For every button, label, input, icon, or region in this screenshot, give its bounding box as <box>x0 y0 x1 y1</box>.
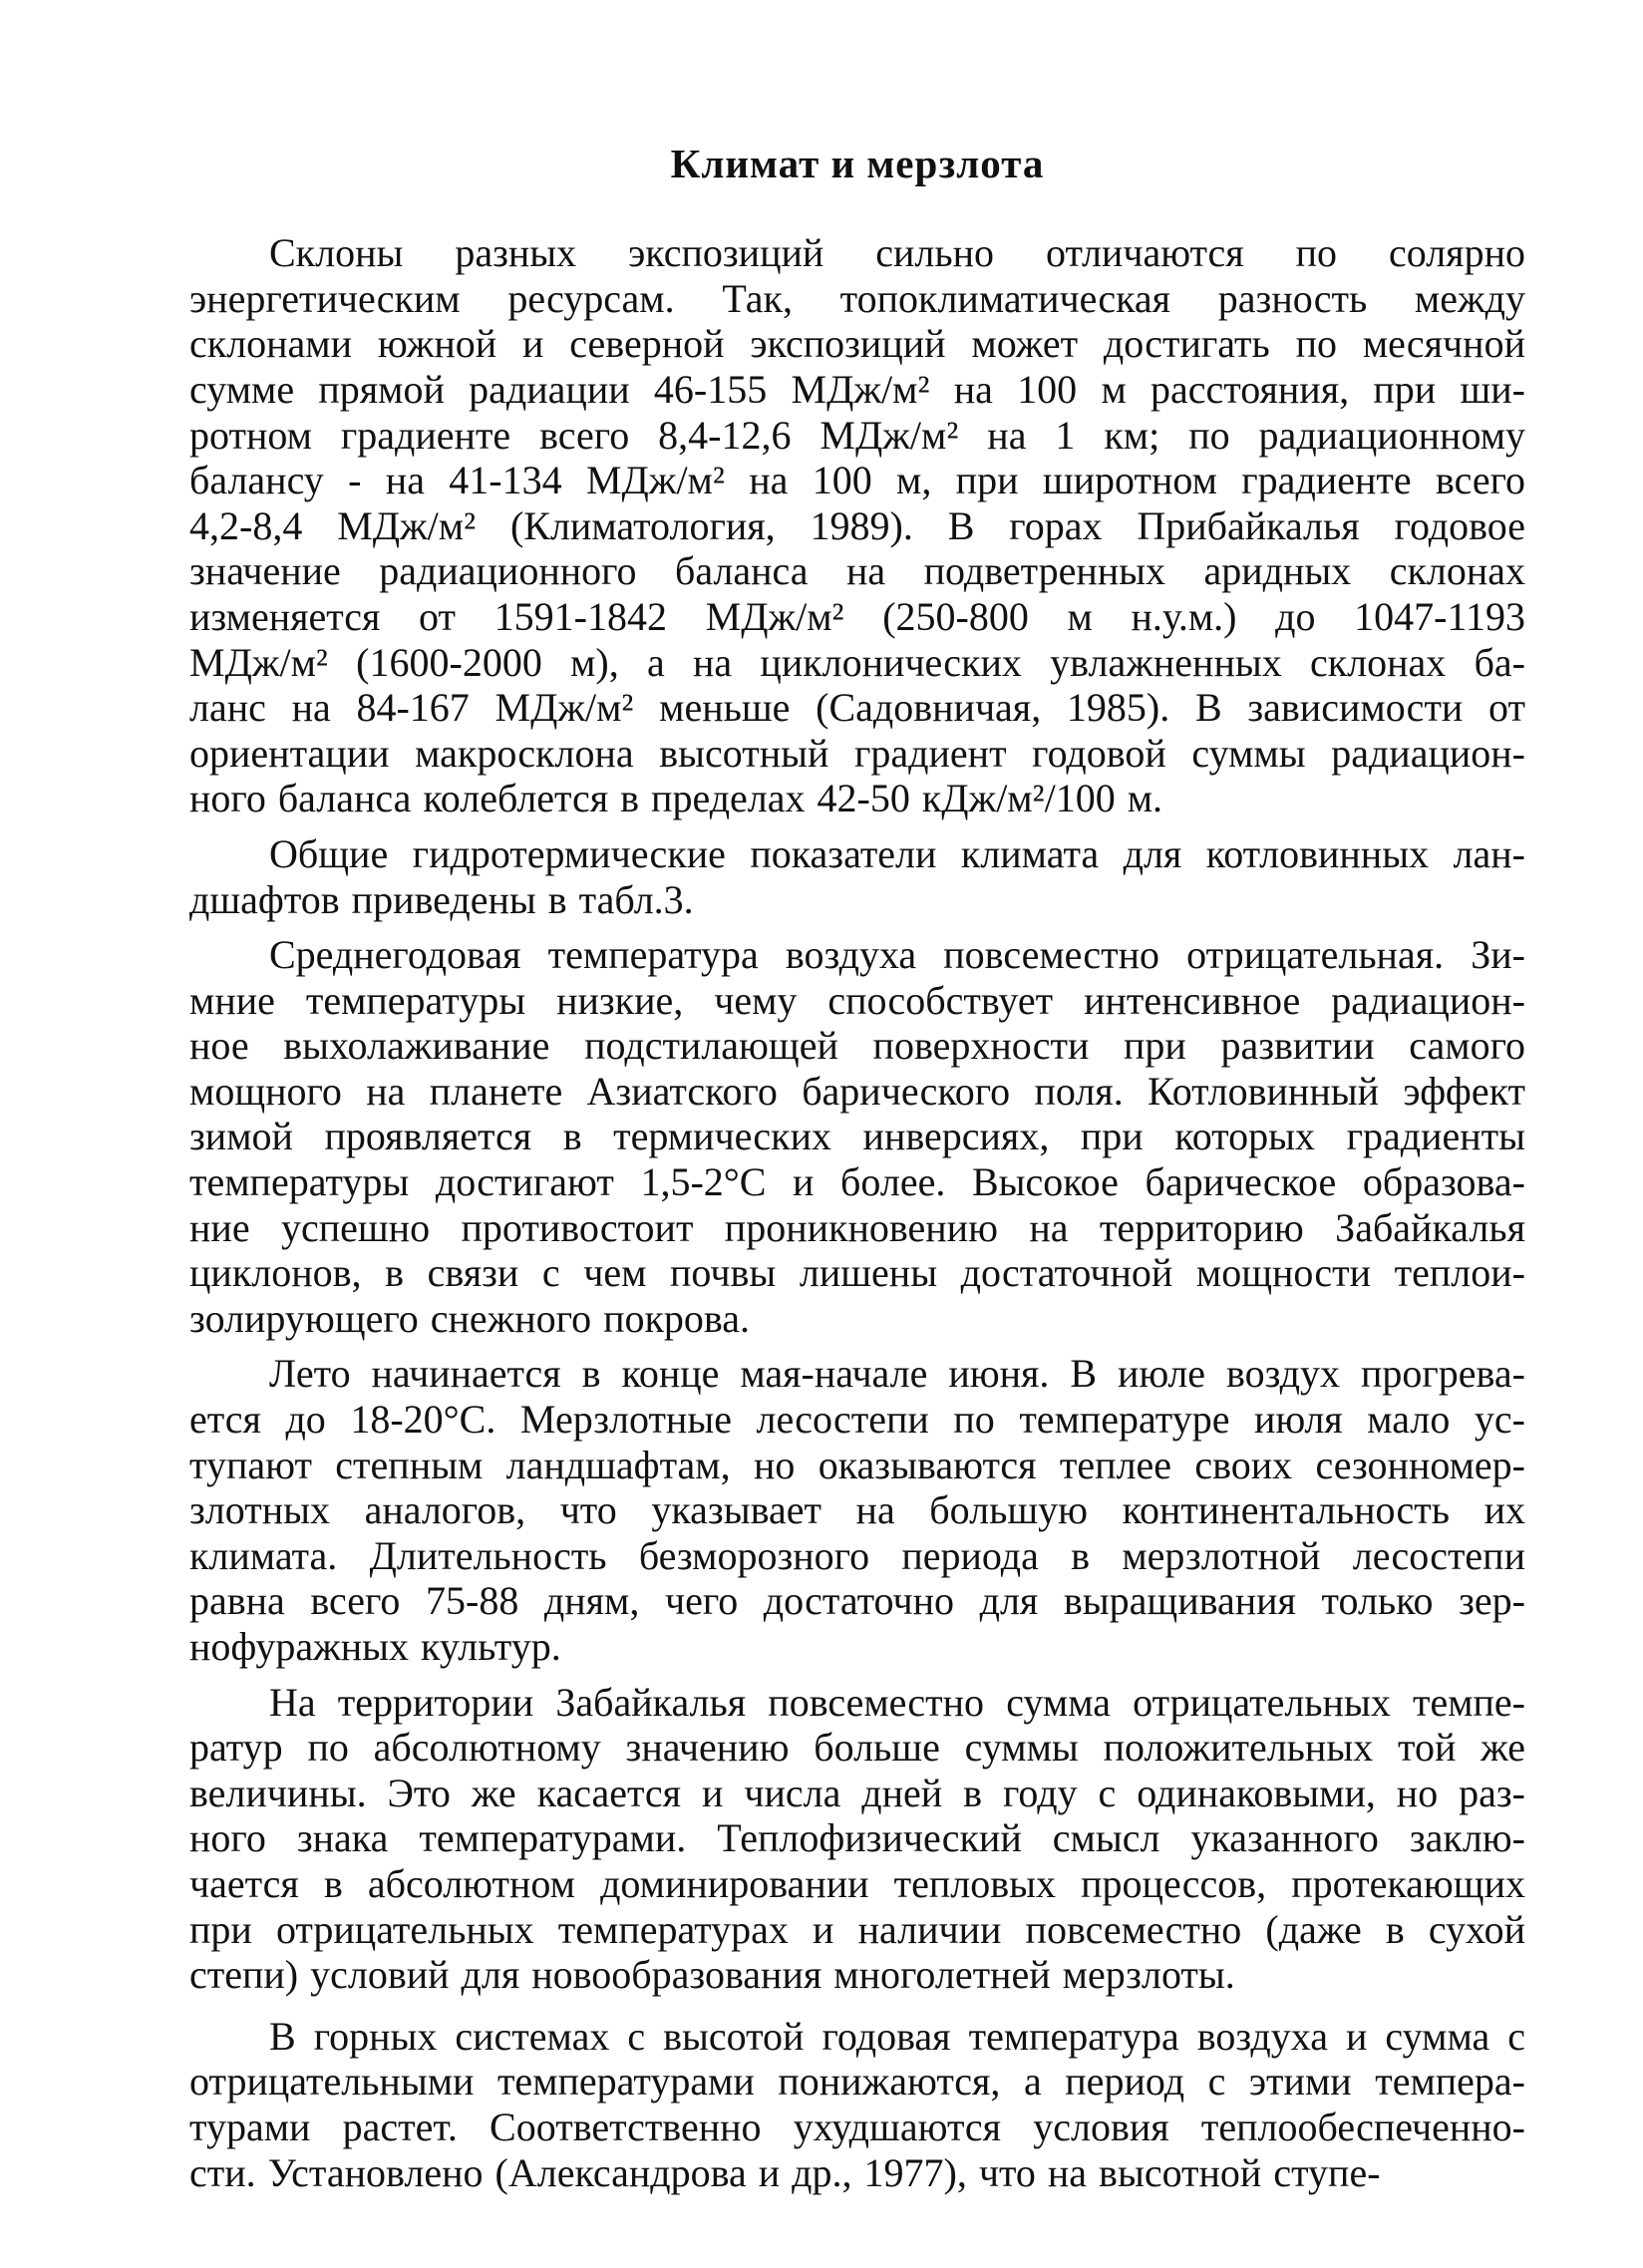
text-line: Склоны разных экспозиций сильно отличаются по солярно <box>269 230 1525 276</box>
text-line: Общие гидротермические показатели климата для котловинных лан- <box>269 830 1525 876</box>
text-line: мние температуры низкие, чему способствует интенсивное радиацион- <box>189 977 1525 1023</box>
text-line: тупают степным ландшафтам, но оказываются теплее своих сезонномер- <box>189 1442 1525 1487</box>
text-line: энергетическим ресурсам. Так, топоклиматическая разность между <box>189 275 1525 321</box>
document-page <box>189 140 1525 2195</box>
text-line: мощного на планете Азиатского барического поля. Котловинный эффект <box>189 1068 1525 1114</box>
text-line: турами растет. Соответственно ухудшаются условия теплообеспеченно- <box>189 2104 1525 2149</box>
paragraph-1 <box>189 230 1525 821</box>
text-line: золирующего снежного покрова. <box>189 1295 751 1341</box>
section-title: Климат и мерзлота <box>670 141 1045 186</box>
text-line: ориентации макросклона высотный градиент годовой суммы радиацион- <box>189 730 1525 776</box>
text-line: величины. Это же касается и числа дней в году с одинаковыми, но раз- <box>189 1770 1525 1815</box>
text-line: сумме прямой радиации 46-155 МДж/м² на 100 м расстояния, при ши- <box>189 366 1525 412</box>
paragraph-4 <box>189 1351 1525 1669</box>
paragraph-6 <box>189 2014 1525 2195</box>
text-line: нофуражных культур. <box>189 1624 561 1669</box>
text-line: МДж/м² (1600-2000 м), а на циклонических увлажненных склонах ба- <box>189 639 1525 685</box>
text-line: климата. Длительность безморозного периода в мерзлотной лесостепи <box>189 1532 1525 1578</box>
text-line: склонами южной и северной экспозиций может достигать по месячной <box>189 321 1525 367</box>
text-line: сти. Установлено (Александрова и др., 1977), что на высотной ступе- <box>189 2149 1381 2195</box>
text-line: ротном градиенте всего 8,4-12,6 МДж/м² на 1 км; по радиационному <box>189 412 1525 458</box>
text-line: изменяется от 1591-1842 МДж/м² (250-800 м н.у.м.) до 1047-1193 <box>189 593 1525 639</box>
text-line: ного знака температурами. Теплофизический смысл указанного заклю- <box>189 1815 1525 1861</box>
paragraph-3 <box>189 932 1525 1341</box>
text-line: Среднегодовая температура воздуха повсеместно отрицательная. Зи- <box>269 932 1525 978</box>
text-line: при отрицательных температурах и наличии повсеместно (даже в сухой <box>189 1906 1525 1952</box>
paragraph-5 <box>189 1680 1525 1998</box>
text-line: ного баланса колеблется в пределах 42-50 кДж/м²/100 м. <box>189 776 1163 821</box>
text-line: злотных аналогов, что указывает на большую континентальность их <box>189 1487 1525 1533</box>
text-line: ется до 18-20°С. Мерзлотные лесостепи по температуре июля мало ус- <box>189 1397 1525 1443</box>
text-line: значение радиационного баланса на подветренных аридных склонах <box>189 548 1525 594</box>
text-line: отрицательными температурами понижаются, а период с этими темпера- <box>189 2059 1525 2105</box>
text-line: равна всего 75-88 дням, чего достаточно для выращивания только зер- <box>189 1578 1525 1624</box>
text-line: ние успешно противостоит проникновению на территорию Забайкалья <box>189 1204 1525 1250</box>
text-line: ланс на 84-167 МДж/м² меньше (Садовничая, 1985). В зависимости от <box>189 685 1525 731</box>
body-text <box>189 230 1525 2195</box>
text-line: В горных системах с высотой годовая температура воздуха и сумма с <box>269 2013 1525 2059</box>
text-line: температуры достигают 1,5-2°С и более. Высокое барическое образова- <box>189 1159 1525 1205</box>
text-line: ное выхолаживание подстилающей поверхности при развитии самого <box>189 1023 1525 1069</box>
text-line: степи) условий для новообразования многолетней мерзлоты. <box>189 1952 1235 1998</box>
paragraph-2 <box>189 831 1525 922</box>
text-line: ратур по абсолютному значению больше суммы положительных той же <box>189 1725 1525 1771</box>
text-line: дшафтов приведены в табл.3. <box>189 876 694 922</box>
text-line: зимой проявляется в термических инверсиях, при которых градиенты <box>189 1114 1525 1159</box>
text-line: балансу - на 41-134 МДж/м² на 100 м, при широтном градиенте всего <box>189 458 1525 503</box>
text-line: 4,2-8,4 МДж/м² (Климатология, 1989). В горах Прибайкалья годовое <box>189 502 1525 548</box>
text-line: циклонов, в связи с чем почвы лишены достаточной мощности теплои- <box>189 1250 1525 1296</box>
text-line: Лето начинается в конце мая-начале июня. В июле воздух прогрева- <box>269 1351 1525 1397</box>
text-line: чается в абсолютном доминировании тепловых процессов, протекающих <box>189 1860 1525 1906</box>
text-line: На территории Забайкалья повсеместно сумма отрицательных темпе- <box>269 1679 1525 1725</box>
